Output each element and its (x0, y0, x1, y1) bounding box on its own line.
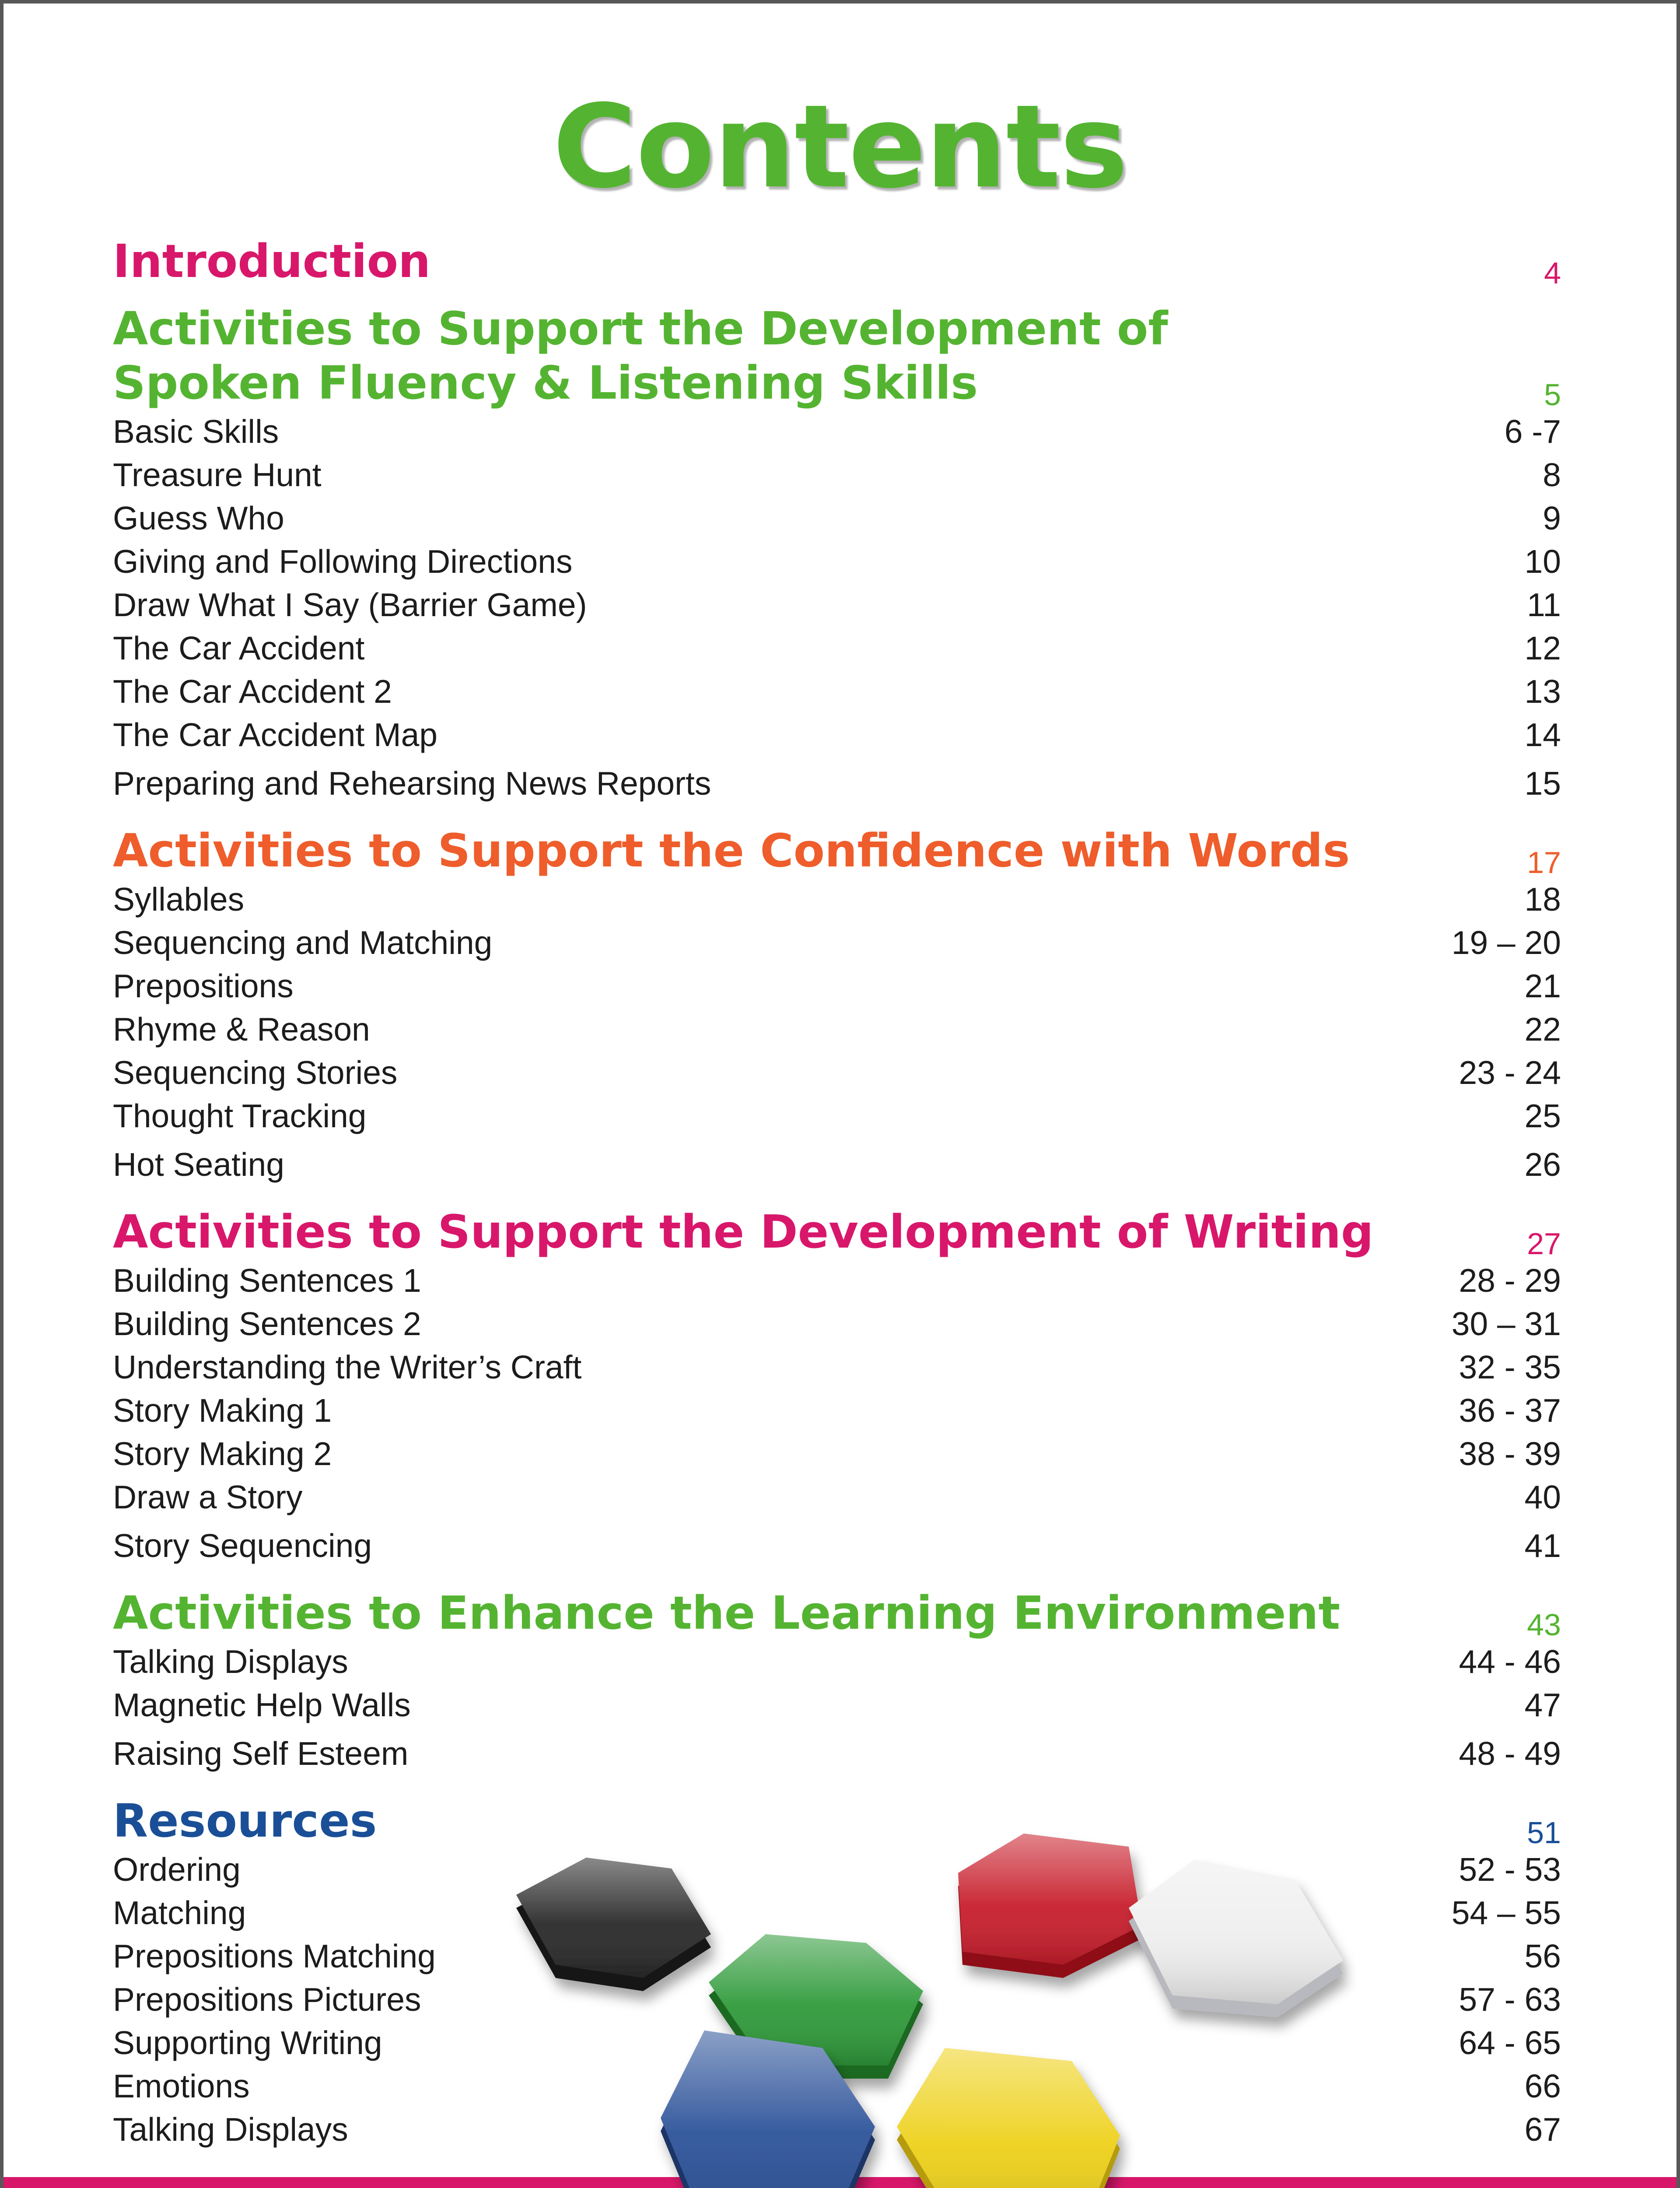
toc-entry-label: Magnetic Help Walls (113, 1687, 411, 1723)
toc-entry-page: 30 – 31 (1451, 1305, 1561, 1342)
toc-entry[interactable] (113, 878, 1561, 921)
toc-entry[interactable] (113, 1008, 1561, 1051)
toc-entry-page: 41 (1524, 1527, 1561, 1564)
toc-entry-page: 57 - 63 (1459, 1981, 1561, 2018)
section-title-line-1: Activities to Support the Development of (113, 302, 1168, 355)
toc-entry[interactable] (113, 1259, 1561, 1302)
toc-entry-page: 6 -7 (1504, 413, 1561, 450)
toc-entry-page: 18 (1524, 881, 1561, 918)
toc-entry-page: 40 (1524, 1479, 1561, 1515)
toc-entry-label: The Car Accident (113, 630, 365, 666)
hexagon-speaker-buttons-icon (503, 1816, 1356, 2188)
toc-entry-label: Prepositions Matching (113, 1938, 436, 1974)
toc-entry[interactable] (113, 540, 1561, 583)
toc-entry-page: 47 (1524, 1687, 1561, 1723)
toc-entry[interactable] (113, 1143, 1561, 1186)
toc-entry-label: Treasure Hunt (113, 456, 322, 493)
toc-entry[interactable] (113, 1302, 1561, 1346)
toc-entry-page: 28 - 29 (1459, 1262, 1561, 1299)
toc-entry-page: 15 (1524, 765, 1561, 802)
toc-entry[interactable] (113, 921, 1561, 964)
toc-entry-label: Talking Displays (113, 1643, 348, 1680)
toc-entry[interactable] (113, 670, 1561, 713)
toc-entry[interactable] (113, 1524, 1561, 1567)
toc-entry-label: Guess Who (113, 500, 284, 536)
toc-entry[interactable] (113, 1683, 1561, 1727)
toc-entry-page: 52 - 53 (1459, 1851, 1561, 1888)
white-button (1129, 1860, 1343, 2017)
toc-entry-page: 19 – 20 (1451, 924, 1561, 961)
toc-entry-label: Draw a Story (113, 1479, 303, 1515)
toc-entry-label: Building Sentences 1 (113, 1262, 421, 1299)
toc-section-learning-environment (113, 1586, 1561, 1775)
toc-entry[interactable] (113, 1094, 1561, 1138)
toc-entry-label: Story Making 1 (113, 1392, 332, 1429)
toc-entry-page: 38 - 39 (1459, 1435, 1561, 1472)
toc-entry-label: The Car Accident Map (113, 716, 438, 753)
section-page-number: 51 (1527, 1816, 1561, 1850)
toc-entry-label: Story Sequencing (113, 1527, 372, 1564)
red-button (958, 1834, 1142, 1978)
toc-entry[interactable] (113, 964, 1561, 1008)
toc-entry-label: Ordering (113, 1851, 241, 1888)
toc-entry-label: Supporting Writing (113, 2024, 382, 2061)
toc-entry-label: Sequencing Stories (113, 1054, 398, 1091)
toc-entry[interactable] (113, 1346, 1561, 1389)
toc-entry-label: Raising Self Esteem (113, 1735, 409, 1772)
toc-entry[interactable] (113, 713, 1561, 757)
section-title: Introduction (113, 235, 431, 288)
toc-entry-label: Syllables (113, 881, 245, 918)
toc-entry[interactable] (113, 453, 1561, 497)
toc-entry-page: 54 – 55 (1451, 1894, 1561, 1931)
section-page-number: 17 (1527, 845, 1561, 880)
section-heading[interactable] (113, 1205, 1561, 1259)
page-title: Contents (553, 80, 1127, 214)
black-button (516, 1858, 711, 1991)
toc-entry-page: 44 - 46 (1459, 1643, 1561, 1680)
toc-entry-page: 14 (1524, 716, 1561, 753)
toc-section-introduction (113, 234, 1561, 288)
toc-entry-label: Emotions (113, 2068, 250, 2104)
toc-section-spoken-fluency (113, 302, 1561, 805)
toc-entry-page: 11 (1527, 586, 1561, 623)
toc-entry-page: 36 - 37 (1459, 1392, 1561, 1429)
toc-entry-page: 23 - 24 (1459, 1054, 1561, 1091)
toc-entry-label: Understanding the Writer’s Craft (113, 1349, 582, 1385)
toc-entry-page: 48 - 49 (1459, 1735, 1561, 1772)
toc-entry-page: 26 (1524, 1146, 1561, 1183)
section-heading[interactable] (113, 1586, 1561, 1640)
toc-entry-page: 21 (1524, 968, 1561, 1004)
toc-entry-page: 12 (1524, 630, 1561, 666)
toc-entry-label: Prepositions (113, 968, 294, 1004)
toc-entry[interactable] (113, 497, 1561, 540)
toc-entry[interactable] (113, 1732, 1561, 1775)
toc-entry-label: Prepositions Pictures (113, 1981, 421, 2018)
toc-entry-page: 10 (1524, 543, 1561, 580)
section-title-line-2: Spoken Fluency & Listening Skills (113, 356, 978, 410)
toc-entry-label: The Car Accident 2 (113, 673, 392, 710)
toc-entry-label: Sequencing and Matching (113, 924, 493, 961)
toc-entry-page: 67 (1524, 2111, 1561, 2148)
toc-entry[interactable] (113, 627, 1561, 670)
toc-entry-label: Rhyme & Reason (113, 1011, 370, 1048)
yellow-button (897, 2048, 1120, 2188)
section-title: Resources (113, 1794, 377, 1848)
toc-entry[interactable] (113, 1389, 1561, 1432)
toc-entry-page: 8 (1543, 456, 1561, 493)
toc-entry-page: 22 (1524, 1011, 1561, 1048)
toc-entry-label: Basic Skills (113, 413, 279, 450)
toc-entry-label: Preparing and Rehearsing News Reports (113, 765, 711, 802)
toc-section-confidence-with-words (113, 824, 1561, 1186)
toc-entry-label: Hot Seating (113, 1146, 284, 1183)
toc-entry[interactable] (113, 1051, 1561, 1094)
section-heading[interactable] (113, 234, 1561, 288)
toc-entry[interactable] (113, 410, 1561, 453)
toc-entry-page: 66 (1524, 2068, 1561, 2104)
toc-entry-page: 32 - 35 (1459, 1349, 1561, 1385)
toc-entry-page: 13 (1524, 673, 1561, 710)
toc-entry-page: 9 (1543, 500, 1561, 536)
toc-entry-label: Talking Displays (113, 2111, 348, 2148)
toc-entry[interactable] (113, 1432, 1561, 1476)
section-page-number: 5 (1544, 378, 1561, 412)
section-title: Activities to Enhance the Learning Environment (113, 1586, 1340, 1640)
section-title: Activities to Support the Confidence with Words (113, 824, 1350, 877)
section-title: Activities to Support the Development of Writing (113, 1205, 1374, 1259)
toc-entry-label: Giving and Following Directions (113, 543, 573, 580)
toc-entry[interactable] (113, 583, 1561, 627)
section-page-number: 27 (1527, 1227, 1561, 1261)
toc-entry-label: Matching (113, 1894, 246, 1931)
toc-entry-page: 56 (1524, 1938, 1561, 1974)
toc-entry-label: Building Sentences 2 (113, 1305, 421, 1342)
toc-entry[interactable] (113, 1640, 1561, 1683)
toc-entry[interactable] (113, 762, 1561, 805)
toc-entry-page: 25 (1524, 1098, 1561, 1134)
toc-section-writing (113, 1205, 1561, 1567)
toc-entry-label: Thought Tracking (113, 1098, 367, 1134)
section-page-number: 43 (1527, 1608, 1561, 1642)
section-heading[interactable] (113, 302, 1561, 410)
section-page-number: 4 (1544, 256, 1561, 290)
toc-entry-page: 64 - 65 (1459, 2024, 1561, 2061)
toc-entry[interactable] (113, 1476, 1561, 1519)
toc-entry-label: Draw What I Say (Barrier Game) (113, 586, 587, 623)
section-heading[interactable] (113, 824, 1561, 878)
toc-entry-label: Story Making 2 (113, 1435, 332, 1472)
